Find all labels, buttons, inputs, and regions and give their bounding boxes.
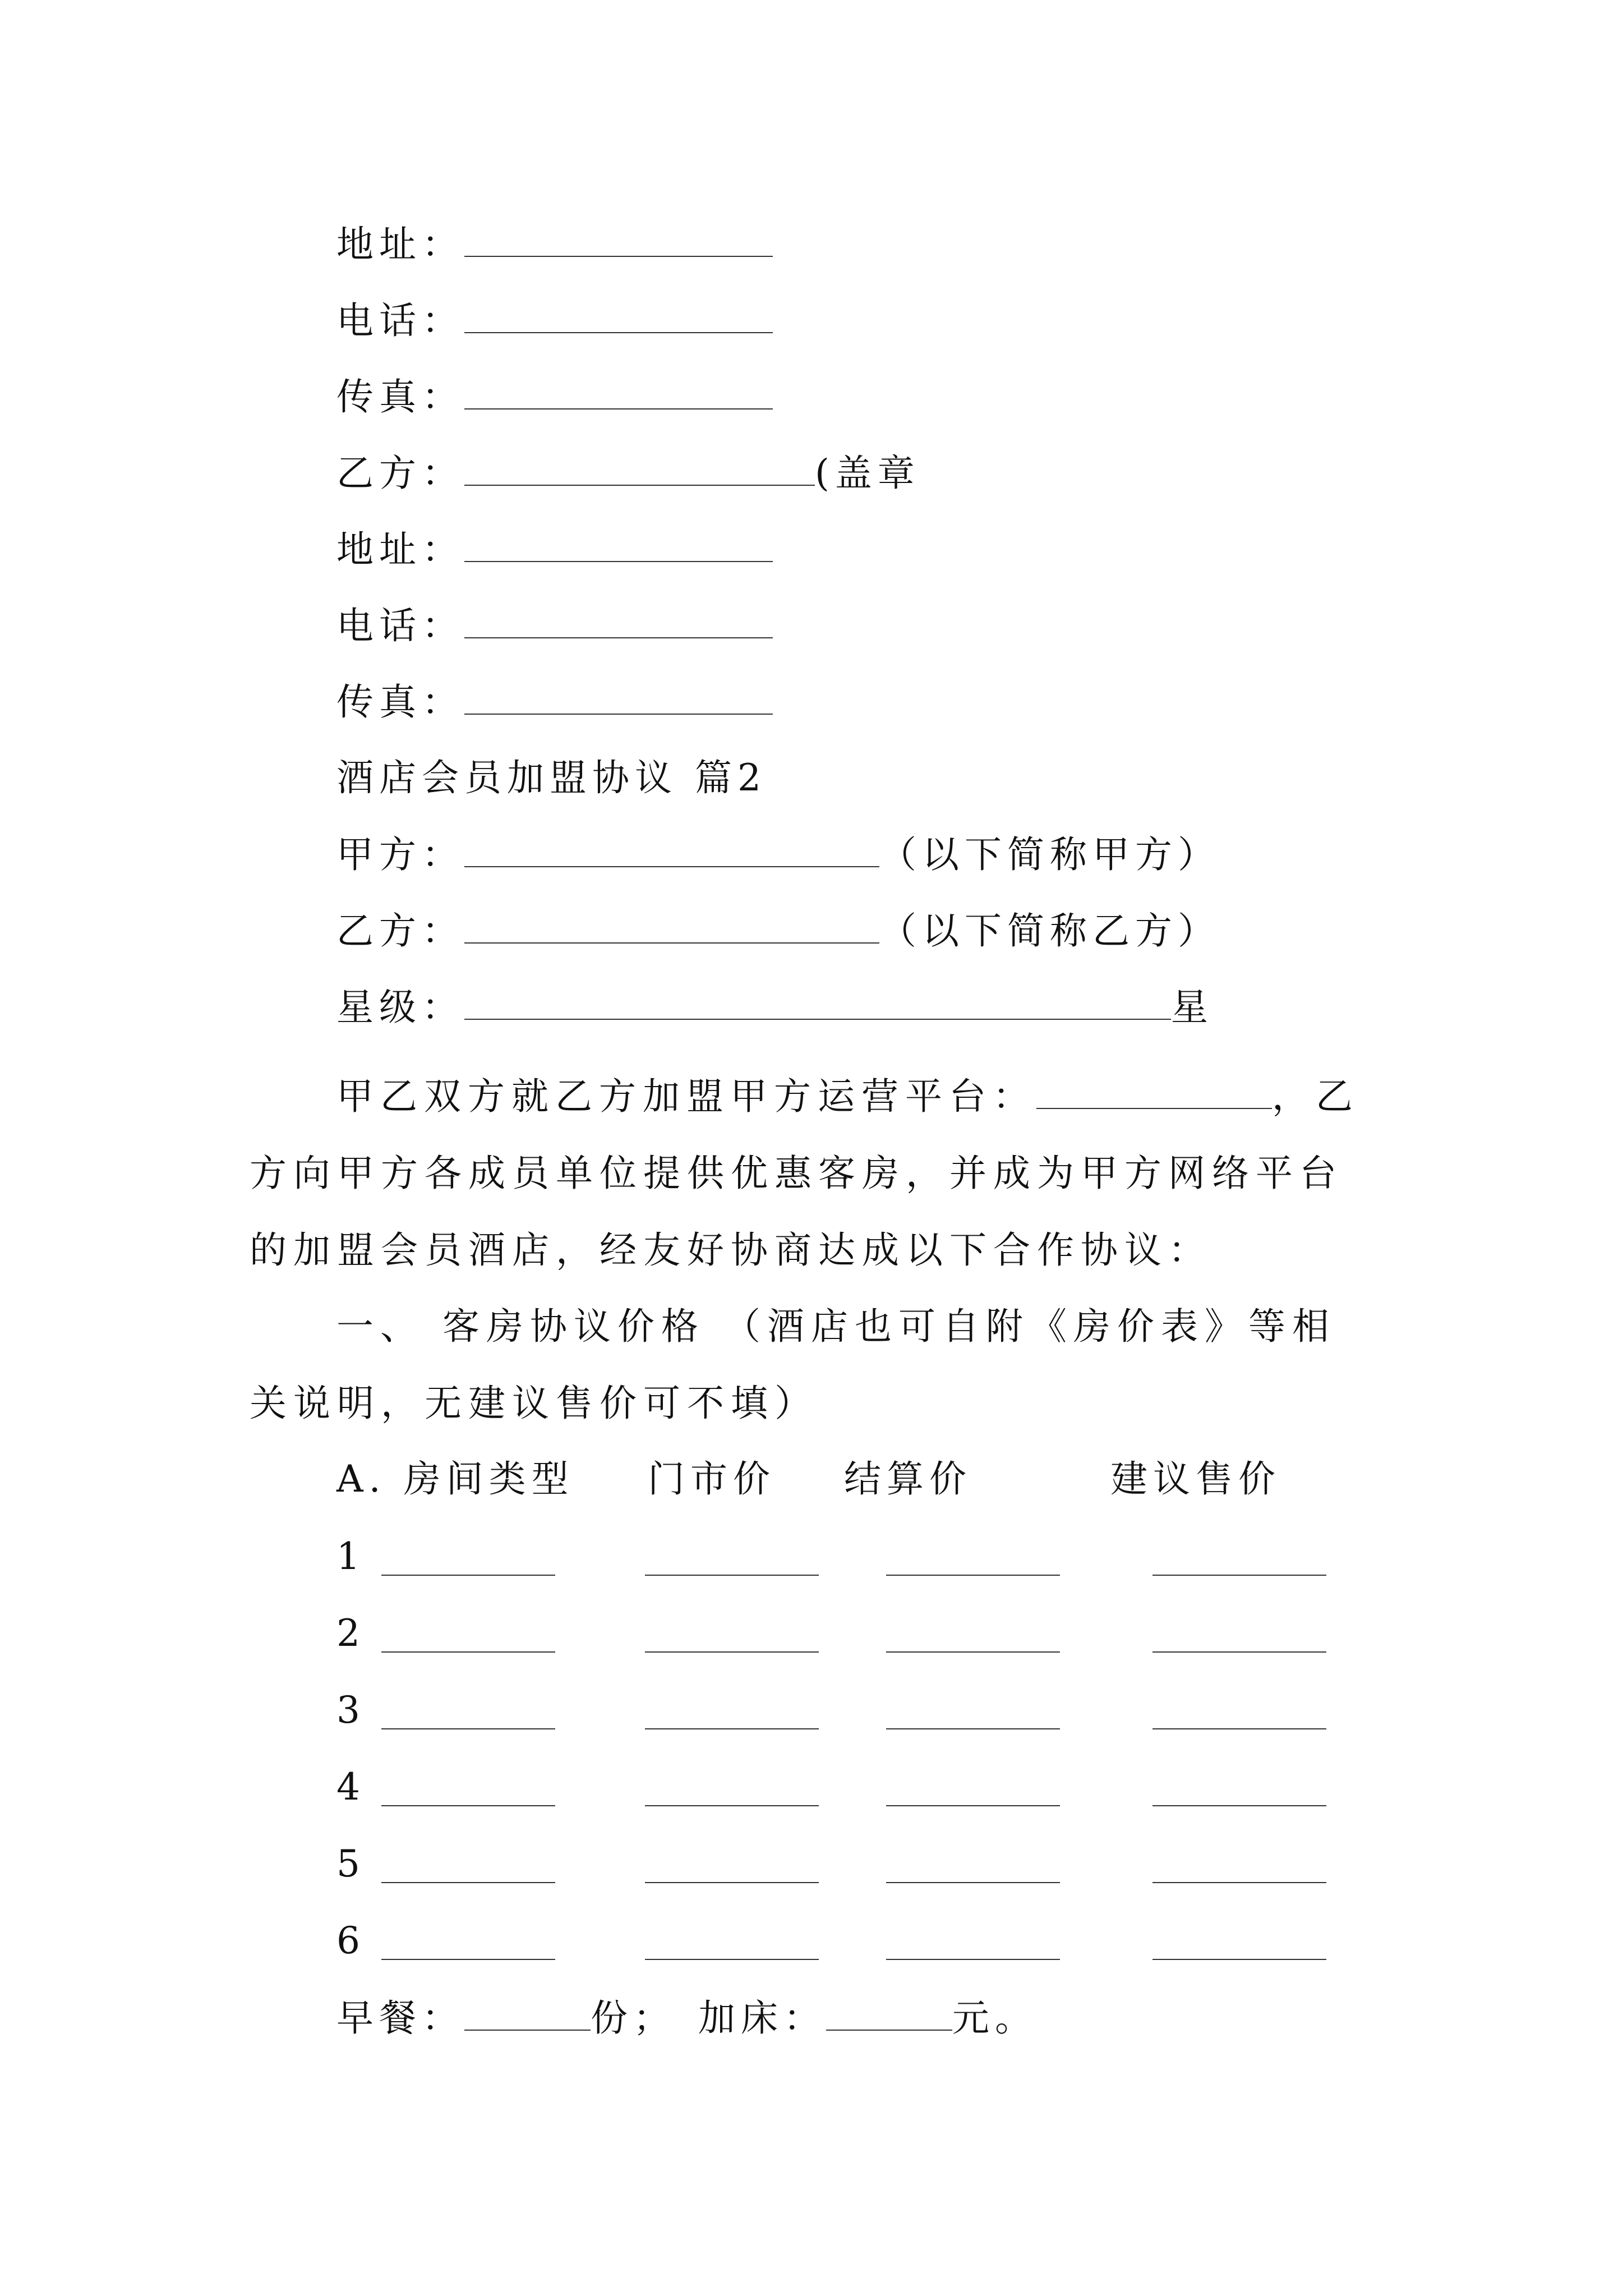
header-room-type: A. 房间类型 [336,1457,574,1501]
row-number: 5 [336,1842,366,1885]
phone-line-b [336,600,773,651]
settlement-blank[interactable] [886,1651,1060,1653]
star-suffix: 星 [1171,986,1214,1029]
settlement-blank[interactable] [886,1728,1060,1729]
phone-blank[interactable] [464,600,773,638]
star-blank[interactable] [464,982,1171,1020]
row-number: 6 [336,1919,366,1962]
party-a-suffix: （以下简称甲方） [879,833,1220,876]
star-label: 星级： [336,986,464,1029]
address-line-b [336,524,773,575]
settlement-blank[interactable] [886,1575,1060,1576]
rack-rate-blank[interactable] [645,1728,819,1729]
party-b-blank[interactable] [464,448,815,486]
rack-rate-blank[interactable] [645,1959,819,1960]
platform-blank[interactable] [1036,1071,1272,1109]
intro-part2: ，乙方向甲方各成员单位提供优惠客房，并成为甲方网络平台的加盟会员酒店，经友好协商达成以下合作协议： [250,1075,1359,1272]
intro-part1: 甲乙双方就乙方加盟甲方运营平台： [336,1075,1036,1118]
rack-rate-blank[interactable] [645,1882,819,1883]
party-b-label: 乙方： [336,452,464,495]
header-rack-rate: 门市价 [648,1457,776,1501]
phone-label: 电话： [336,604,464,647]
room-type-blank[interactable] [381,1728,555,1729]
breakfast-extrabed-line [336,1993,1038,2044]
party-b-seal-line [336,448,920,499]
room-type-blank[interactable] [381,1959,555,1960]
phone-blank[interactable] [464,295,773,333]
star-line [336,982,1214,1033]
extra-bed-unit: 元。 [952,1996,1038,2040]
suggested-blank[interactable] [1152,1805,1326,1806]
party-a-line [336,829,1220,880]
party-a-blank[interactable] [464,829,879,867]
phone-line-a [336,295,773,346]
fax-blank[interactable] [464,371,773,409]
fax-blank[interactable] [464,677,773,715]
breakfast-blank[interactable] [464,1993,591,2031]
row-number: 4 [336,1765,366,1809]
settlement-blank[interactable] [886,1882,1060,1883]
section-title: 酒店会员加盟协议 篇2 [336,756,767,799]
row-number: 2 [336,1612,366,1655]
fax-line-b [336,677,773,728]
address-line-a [336,219,773,270]
party-b-label: 乙方： [336,909,464,953]
fax-label: 传真： [336,680,464,724]
room-type-blank[interactable] [381,1882,555,1883]
address-blank[interactable] [464,219,773,257]
suggested-blank[interactable] [1152,1882,1326,1883]
row-number: 3 [336,1688,366,1732]
party-b-blank[interactable] [464,905,879,944]
settlement-blank[interactable] [886,1805,1060,1806]
address-label: 地址： [336,528,464,571]
seal-text: (盖章 [815,452,920,495]
fax-label: 传真： [336,375,464,418]
suggested-blank[interactable] [1152,1959,1326,1960]
rack-rate-blank[interactable] [645,1651,819,1653]
extra-bed-blank[interactable] [826,1993,952,2031]
address-label: 地址： [336,223,464,266]
suggested-blank[interactable] [1152,1651,1326,1653]
header-suggested-price: 建议售价 [1110,1457,1281,1501]
phone-label: 电话： [336,299,464,342]
extra-bed-label: 加床： [698,1996,826,2040]
fax-line-a [336,371,773,422]
header-settlement-price: 结算价 [844,1457,972,1501]
party-b-line [336,905,1220,956]
suggested-blank[interactable] [1152,1575,1326,1576]
room-type-blank[interactable] [381,1805,555,1806]
row-number: 1 [336,1535,366,1578]
party-a-label: 甲方： [336,833,464,876]
rack-rate-blank[interactable] [645,1805,819,1806]
rack-rate-blank[interactable] [645,1575,819,1576]
breakfast-label: 早餐： [336,1996,464,2040]
intro-paragraph [250,1058,1371,1289]
address-blank[interactable] [464,524,773,562]
settlement-blank[interactable] [886,1959,1060,1960]
clause-1: 一、 客房协议价格 （酒店也可自附《房价表》等相关说明，无建议售价可不填） [250,1305,1336,1425]
room-type-blank[interactable] [381,1651,555,1653]
breakfast-unit: 份； [591,1996,676,2040]
party-b-suffix: （以下简称乙方） [879,909,1220,953]
room-type-blank[interactable] [381,1575,555,1576]
suggested-blank[interactable] [1152,1728,1326,1729]
